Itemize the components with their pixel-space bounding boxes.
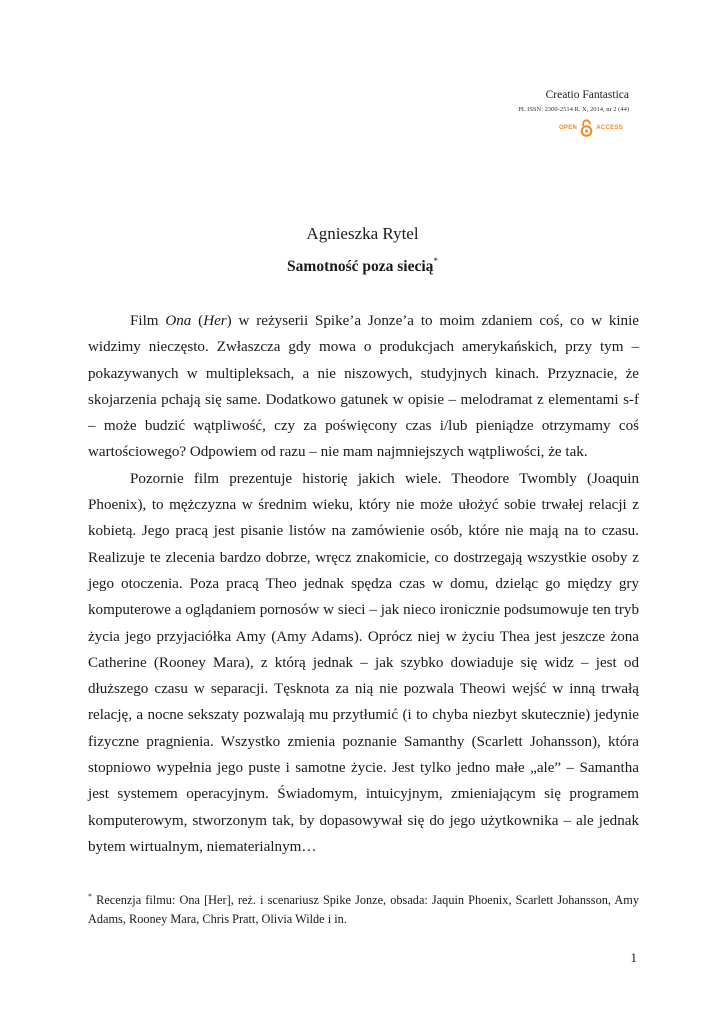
author-name: Agnieszka Rytel	[306, 224, 419, 243]
access-label: ACCESS	[596, 125, 623, 131]
paragraph-2: Pozornie film prezentuje historię jakich wiele. Theodore Twombly (Joaquin Phoenix), to mężczyzna w średnim wieku, który nie może ułożyć sobie trwałej relacji z kobietą. Jego pracą jest pisanie listów na zamówienie osób, które nie mają na to czasu. Realizuje te zlecenia bardzo dobrze, wręcz znakomicie, co dostrzegają wszystkie osoby z jego otoczenia. Poza pracą Theo jednak spędza czas w domu, dzieląc go między gry komputerowe a oglądaniem pornosów w sieci – jak nieco ironicznie podsumowuje ten tryb życia jego przyjaciółka Amy (Amy Adams). Oprócz niej w życiu Thea jest jeszcze żona Catherine (Rooney Mara), z którą jednak – jak szybko dowiaduje się widz – jest od dłuższego czasu w separacji. Tęsknota za nią nie pozwala Theowi wejść w inną trwałą relację, a nocne sekszaty pozwalają mu przytłumić (i to chyba niezbyt skutecznie) jedynie fizyczne pragnienia. Wszystko zmienia poznanie Samanthy (Scarlett Johansson), która stopniowo wypełnia jego puste i samotne życie. Jest tylko jedno małe „ale” – Samantha jest systemem operacyjnym. Świadomym, intuicyjnym, zmieniającym się programem komputerowym, stworzonym tak, by dopasowywał się do jego użytkownika – ale jednak bytem wirtualnym, niematerialnym…	[88, 470, 639, 855]
footnote-text: Recenzja filmu: Ona [Her], reż. i scenariusz Spike Jonze, obsada: Jaquin Phoenix, Scarlett Johansson, Amy Adams, Rooney Mara, Chris Pratt, Olivia Wilde i in.	[88, 893, 639, 927]
film-title-polish: Ona	[165, 313, 192, 329]
open-access-logo	[518, 119, 623, 137]
paragraph-1-text-a: Film	[130, 313, 166, 329]
journal-issn: PL ISSN: 2300-2514 R. X, 2014, nr 2 (44)	[518, 106, 629, 113]
title-footnote-marker: *	[433, 256, 438, 266]
article-body	[88, 308, 639, 860]
article-title	[0, 257, 725, 276]
article-title-text: Samotność poza siecią	[287, 258, 434, 276]
page-number: 1	[630, 950, 637, 965]
open-label: OPEN	[558, 125, 578, 131]
film-title-english: Her	[203, 313, 227, 329]
journal-header	[518, 88, 629, 137]
paragraph-1	[88, 308, 639, 466]
footnote	[88, 887, 639, 929]
paragraph-1-text-b: (	[191, 313, 204, 329]
journal-title: Creatio Fantastica	[545, 89, 629, 101]
open-lock-icon	[580, 119, 593, 137]
footnote-marker: *	[88, 892, 92, 901]
paragraph-1-text-c: ) w reżyserii Spike’a Jonze’a to moim zdaniem coś, co w kinie widzimy nieczęsto. Zwłaszcza gdy mowa o produkcjach amerykańskich, przy tym – pokazywanych w multipleksach, a nie niszowych, studyjnych kinach. Przyznacie, że skojarzenia pchają się same. Dodatkowo gatunek w opisie – melodramat z elementami s-f – może budzić wątpliwość, czy za poświęcony czas i/lub pieniądze otrzymamy coś wartościowego? Odpowiem od razu – nie mam najmniejszych wątpliwości, że tak.	[88, 313, 639, 461]
